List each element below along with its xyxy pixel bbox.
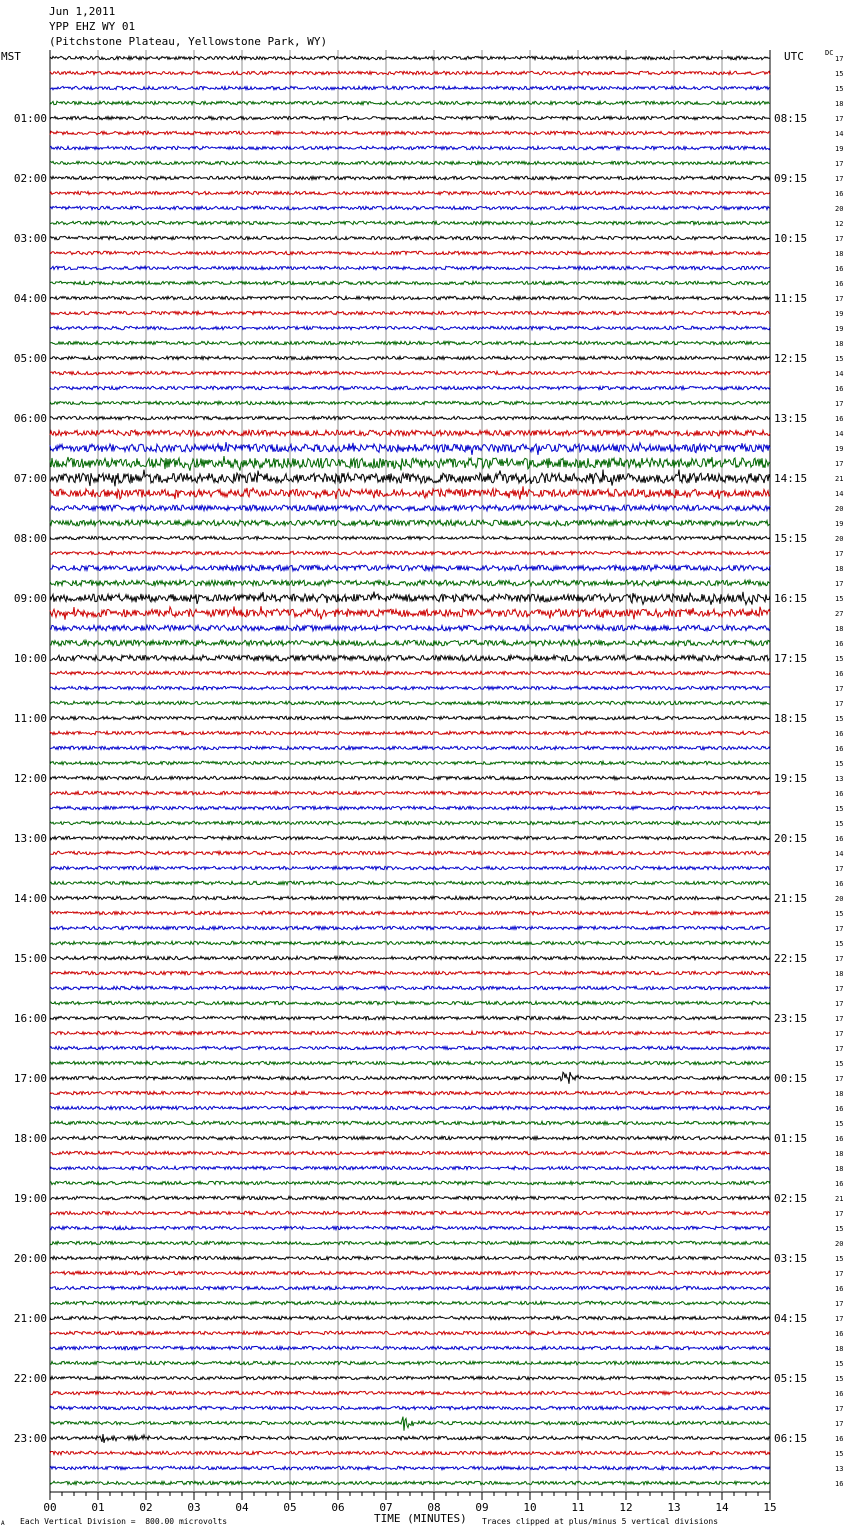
x-tick-label: 14 bbox=[715, 1501, 729, 1514]
corner-mark: A bbox=[1, 1520, 5, 1527]
right-hour-label: 01:15 bbox=[774, 1132, 808, 1145]
dc-offset-label: 15 bbox=[835, 1255, 844, 1263]
dc-offset-label: 15 bbox=[835, 1360, 844, 1368]
dc-offset-label: 17 bbox=[835, 1075, 844, 1083]
dc-offset-label: 18 bbox=[835, 250, 844, 258]
dc-offset-label: 17 bbox=[835, 1420, 844, 1428]
dc-offset-label: 16 bbox=[835, 190, 844, 198]
dc-label: DC bbox=[825, 49, 834, 57]
trace-row bbox=[50, 236, 770, 239]
dc-offset-label: 17 bbox=[835, 865, 844, 873]
dc-offset-label: 18 bbox=[835, 565, 844, 573]
dc-offset-label: 15 bbox=[835, 715, 844, 723]
right-hour-label: 15:15 bbox=[774, 532, 808, 545]
x-tick-label: 07 bbox=[379, 1501, 393, 1514]
dc-offset-label: 20 bbox=[835, 1240, 844, 1248]
trace-row bbox=[50, 470, 770, 487]
trace-row bbox=[50, 866, 770, 869]
trace-row bbox=[50, 1091, 770, 1094]
trace-row bbox=[50, 701, 770, 704]
trace-row bbox=[50, 1226, 770, 1229]
trace-row bbox=[50, 1391, 770, 1394]
left-hour-label: 20:00 bbox=[13, 1252, 47, 1265]
dc-offset-label: 18 bbox=[835, 340, 844, 348]
left-hour-label: 22:00 bbox=[13, 1372, 47, 1385]
trace-row bbox=[50, 442, 770, 455]
dc-offset-label: 18 bbox=[835, 1345, 844, 1353]
trace-row bbox=[50, 1211, 770, 1214]
dc-offset-label: 18 bbox=[835, 970, 844, 978]
x-tick-label: 01 bbox=[91, 1501, 105, 1514]
trace-row bbox=[50, 1331, 770, 1334]
x-axis-title: TIME (MINUTES) bbox=[374, 1512, 467, 1525]
right-hour-label: 00:15 bbox=[774, 1072, 808, 1085]
trace-row bbox=[50, 1417, 770, 1431]
dc-offset-label: 17 bbox=[835, 160, 844, 168]
trace-row bbox=[50, 986, 770, 989]
dc-offset-label: 16 bbox=[835, 415, 844, 423]
trace-row bbox=[50, 1406, 770, 1409]
dc-offset-label: 15 bbox=[835, 805, 844, 813]
dc-offset-label: 17 bbox=[835, 700, 844, 708]
x-tick-label: 13 bbox=[667, 1501, 681, 1514]
dc-offset-label: 16 bbox=[835, 1330, 844, 1338]
station-label: YPP EHZ WY 01 bbox=[49, 20, 136, 33]
dc-offset-label: 15 bbox=[835, 655, 844, 663]
trace-row bbox=[50, 505, 770, 511]
trace-row bbox=[50, 911, 770, 914]
left-hour-label: 17:00 bbox=[13, 1072, 47, 1085]
trace-row bbox=[50, 386, 770, 389]
trace-row bbox=[50, 86, 770, 89]
left-hour-label: 18:00 bbox=[13, 1132, 47, 1145]
right-timezone-label: UTC bbox=[784, 50, 804, 63]
dc-offset-label: 17 bbox=[835, 1000, 844, 1008]
dc-offset-label: 17 bbox=[835, 295, 844, 303]
right-hour-label: 17:15 bbox=[774, 652, 808, 665]
dc-offset-label: 16 bbox=[835, 1135, 844, 1143]
trace-row bbox=[50, 116, 770, 119]
dc-offset-label: 15 bbox=[835, 910, 844, 918]
trace-row bbox=[50, 221, 770, 224]
trace-row bbox=[50, 356, 770, 359]
x-tick-label: 06 bbox=[331, 1501, 345, 1514]
trace-row bbox=[50, 430, 770, 436]
dc-offset-label: 14 bbox=[835, 850, 844, 858]
date-label: Jun 1,2011 bbox=[49, 5, 116, 18]
dc-offset-label: 20 bbox=[835, 535, 844, 543]
dc-offset-label: 16 bbox=[835, 1390, 844, 1398]
dc-offset-label: 15 bbox=[835, 1225, 844, 1233]
dc-offset-label: 15 bbox=[835, 70, 844, 78]
x-tick-label: 10 bbox=[523, 1501, 537, 1514]
left-hour-label: 21:00 bbox=[13, 1312, 47, 1325]
x-tick-label: 04 bbox=[235, 1501, 249, 1514]
trace-row bbox=[50, 191, 770, 194]
dc-offset-label: 16 bbox=[835, 670, 844, 678]
trace-row bbox=[50, 131, 770, 134]
dc-offset-label: 16 bbox=[835, 790, 844, 798]
left-hour-label: 08:00 bbox=[13, 532, 47, 545]
trace-row bbox=[50, 791, 770, 794]
dc-offset-label: 19 bbox=[835, 445, 844, 453]
right-hour-label: 12:15 bbox=[774, 352, 808, 365]
scale-note: Each Vertical Division = 800.00 microvolts bbox=[20, 1517, 228, 1526]
trace-row bbox=[50, 1061, 770, 1064]
dc-offset-label: 13 bbox=[835, 775, 844, 783]
dc-offset-label: 16 bbox=[835, 730, 844, 738]
trace-row bbox=[50, 1151, 770, 1154]
trace-row bbox=[50, 580, 770, 586]
dc-offset-label: 15 bbox=[835, 1375, 844, 1383]
left-hour-label: 14:00 bbox=[13, 892, 47, 905]
dc-offset-label: 17 bbox=[835, 55, 844, 63]
dc-offset-label: 18 bbox=[835, 1165, 844, 1173]
right-hour-label: 08:15 bbox=[774, 112, 808, 125]
trace-row bbox=[50, 1316, 770, 1319]
trace-row bbox=[50, 851, 770, 854]
right-hour-label: 13:15 bbox=[774, 412, 808, 425]
trace-row bbox=[50, 926, 770, 929]
dc-offset-label: 16 bbox=[835, 1285, 844, 1293]
trace-row bbox=[50, 592, 770, 605]
right-hour-label: 20:15 bbox=[774, 832, 808, 845]
dc-offset-label: 16 bbox=[835, 745, 844, 753]
trace-row bbox=[50, 640, 770, 646]
left-hour-label: 23:00 bbox=[13, 1432, 47, 1445]
dc-offset-label: 19 bbox=[835, 325, 844, 333]
trace-row bbox=[50, 281, 770, 284]
trace-row bbox=[50, 606, 770, 620]
trace-row bbox=[50, 1376, 770, 1379]
x-tick-label: 03 bbox=[187, 1501, 201, 1514]
trace-row bbox=[50, 1181, 770, 1184]
dc-offset-label: 17 bbox=[835, 1300, 844, 1308]
dc-offset-label: 18 bbox=[835, 100, 844, 108]
right-hour-label: 14:15 bbox=[774, 472, 808, 485]
left-hour-label: 01:00 bbox=[13, 112, 47, 125]
trace-row bbox=[50, 1434, 770, 1443]
dc-offset-label: 15 bbox=[835, 595, 844, 603]
dc-offset-label: 19 bbox=[835, 520, 844, 528]
left-hour-label: 03:00 bbox=[13, 232, 47, 245]
x-tick-label: 12 bbox=[619, 1501, 633, 1514]
dc-offset-label: 17 bbox=[835, 1015, 844, 1023]
dc-offset-label: 27 bbox=[835, 610, 844, 618]
dc-offset-label: 17 bbox=[835, 235, 844, 243]
dc-offset-label: 17 bbox=[835, 985, 844, 993]
trace-row bbox=[50, 896, 770, 899]
trace-row bbox=[50, 1451, 770, 1454]
dc-offset-label: 17 bbox=[835, 1315, 844, 1323]
trace-row bbox=[50, 746, 770, 749]
dc-offset-label: 16 bbox=[835, 640, 844, 648]
trace-row bbox=[50, 251, 770, 254]
trace-row bbox=[50, 671, 770, 674]
dc-offset-label: 16 bbox=[835, 385, 844, 393]
dc-offset-label: 17 bbox=[835, 1045, 844, 1053]
dc-offset-label: 18 bbox=[835, 1090, 844, 1098]
dc-offset-label: 16 bbox=[835, 1105, 844, 1113]
dc-offset-label: 19 bbox=[835, 145, 844, 153]
x-tick-label: 11 bbox=[571, 1501, 585, 1514]
dc-offset-label: 17 bbox=[835, 460, 844, 468]
trace-row bbox=[50, 520, 770, 526]
dc-offset-label: 15 bbox=[835, 1450, 844, 1458]
dc-offset-label: 18 bbox=[835, 1150, 844, 1158]
dc-offset-label: 17 bbox=[835, 1405, 844, 1413]
right-hour-label: 22:15 bbox=[774, 952, 808, 965]
trace-row bbox=[50, 836, 770, 839]
x-tick-label: 00 bbox=[43, 1501, 57, 1514]
dc-offset-label: 16 bbox=[835, 265, 844, 273]
trace-row bbox=[50, 1196, 770, 1199]
right-hour-label: 05:15 bbox=[774, 1372, 808, 1385]
dc-offset-label: 16 bbox=[835, 1435, 844, 1443]
dc-offset-label: 14 bbox=[835, 430, 844, 438]
trace-row bbox=[50, 716, 770, 719]
left-hour-label: 04:00 bbox=[13, 292, 47, 305]
dc-offset-label: 16 bbox=[835, 835, 844, 843]
trace-row bbox=[50, 176, 770, 179]
trace-row bbox=[50, 486, 770, 499]
dc-offset-label: 17 bbox=[835, 580, 844, 588]
right-hour-label: 19:15 bbox=[774, 772, 808, 785]
left-hour-label: 10:00 bbox=[13, 652, 47, 665]
trace-row bbox=[50, 206, 770, 209]
dc-offset-label: 17 bbox=[835, 1210, 844, 1218]
dc-offset-label: 14 bbox=[835, 370, 844, 378]
dc-offset-label: 16 bbox=[835, 1180, 844, 1188]
left-hour-label: 15:00 bbox=[13, 952, 47, 965]
left-hour-label: 12:00 bbox=[13, 772, 47, 785]
trace-row bbox=[50, 536, 770, 539]
dc-offset-label: 21 bbox=[835, 1195, 844, 1203]
trace-row bbox=[50, 731, 770, 734]
dc-offset-label: 17 bbox=[835, 175, 844, 183]
x-tick-label: 08 bbox=[427, 1501, 441, 1514]
trace-row bbox=[50, 821, 770, 824]
dc-offset-label: 17 bbox=[835, 955, 844, 963]
trace-row bbox=[50, 266, 770, 269]
trace-row bbox=[50, 655, 770, 661]
left-hour-label: 19:00 bbox=[13, 1192, 47, 1205]
dc-offset-label: 15 bbox=[835, 1120, 844, 1128]
dc-offset-label: 17 bbox=[835, 925, 844, 933]
trace-row bbox=[50, 1136, 770, 1139]
dc-offset-label: 20 bbox=[835, 505, 844, 513]
dc-offset-label: 15 bbox=[835, 820, 844, 828]
left-hour-label: 16:00 bbox=[13, 1012, 47, 1025]
trace-row bbox=[50, 1016, 770, 1019]
location-label: (Pitchstone Plateau, Yellowstone Park, WY) bbox=[49, 35, 328, 48]
trace-row bbox=[50, 941, 770, 944]
dc-offset-label: 16 bbox=[835, 1480, 844, 1488]
left-hour-label: 05:00 bbox=[13, 352, 47, 365]
dc-offset-label: 14 bbox=[835, 490, 844, 498]
dc-offset-label: 15 bbox=[835, 940, 844, 948]
left-hour-label: 02:00 bbox=[13, 172, 47, 185]
dc-offset-label: 15 bbox=[835, 1060, 844, 1068]
dc-offset-label: 21 bbox=[835, 475, 844, 483]
trace-row bbox=[50, 1301, 770, 1304]
trace-row bbox=[50, 1046, 770, 1049]
right-hour-label: 16:15 bbox=[774, 592, 808, 605]
right-hour-label: 06:15 bbox=[774, 1432, 808, 1445]
trace-row bbox=[50, 146, 770, 149]
x-tick-label: 09 bbox=[475, 1501, 489, 1514]
trace-row bbox=[50, 1072, 770, 1084]
dc-offset-label: 17 bbox=[835, 115, 844, 123]
trace-row bbox=[50, 416, 770, 419]
right-hour-label: 04:15 bbox=[774, 1312, 808, 1325]
left-timezone-label: MST bbox=[1, 50, 21, 63]
right-hour-label: 18:15 bbox=[774, 712, 808, 725]
trace-row bbox=[50, 1166, 770, 1169]
right-hour-label: 03:15 bbox=[774, 1252, 808, 1265]
trace-row bbox=[50, 371, 770, 374]
dc-offset-label: 14 bbox=[835, 130, 844, 138]
trace-row bbox=[50, 776, 770, 779]
trace-row bbox=[50, 456, 770, 471]
trace-row bbox=[50, 686, 770, 689]
left-hour-label: 09:00 bbox=[13, 592, 47, 605]
trace-row bbox=[50, 101, 770, 104]
left-hour-label: 07:00 bbox=[13, 472, 47, 485]
dc-offset-label: 18 bbox=[835, 625, 844, 633]
dc-offset-label: 12 bbox=[835, 220, 844, 228]
trace-row bbox=[50, 1346, 770, 1349]
right-hour-label: 21:15 bbox=[774, 892, 808, 905]
dc-offset-label: 15 bbox=[835, 760, 844, 768]
trace-row bbox=[50, 1241, 770, 1244]
x-tick-label: 05 bbox=[283, 1501, 297, 1514]
trace-row bbox=[50, 311, 770, 314]
right-hour-label: 11:15 bbox=[774, 292, 808, 305]
trace-row bbox=[50, 326, 770, 329]
trace-row bbox=[50, 1106, 770, 1109]
trace-row bbox=[50, 341, 770, 344]
dc-offset-label: 13 bbox=[835, 1465, 844, 1473]
trace-row bbox=[50, 1121, 770, 1124]
trace-row bbox=[50, 1481, 770, 1484]
dc-offset-label: 17 bbox=[835, 685, 844, 693]
dc-offset-label: 17 bbox=[835, 400, 844, 408]
clip-note: Traces clipped at plus/minus 5 vertical divisions bbox=[482, 1517, 719, 1526]
dc-offset-label: 19 bbox=[835, 310, 844, 318]
trace-row bbox=[50, 56, 770, 59]
left-hour-label: 06:00 bbox=[13, 412, 47, 425]
trace-row bbox=[50, 1466, 770, 1469]
right-hour-label: 09:15 bbox=[774, 172, 808, 185]
trace-row bbox=[50, 1361, 770, 1364]
trace-row bbox=[50, 761, 770, 764]
trace-row bbox=[50, 565, 770, 571]
dc-offset-label: 20 bbox=[835, 205, 844, 213]
trace-row bbox=[50, 1286, 770, 1289]
trace-row bbox=[50, 1031, 770, 1034]
right-hour-label: 02:15 bbox=[774, 1192, 808, 1205]
trace-row bbox=[50, 161, 770, 164]
right-hour-label: 23:15 bbox=[774, 1012, 808, 1025]
dc-offset-label: 16 bbox=[835, 880, 844, 888]
dc-offset-label: 17 bbox=[835, 1270, 844, 1278]
trace-row bbox=[50, 1256, 770, 1259]
dc-offset-label: 17 bbox=[835, 550, 844, 558]
dc-offset-label: 15 bbox=[835, 85, 844, 93]
dc-offset-label: 17 bbox=[835, 1030, 844, 1038]
trace-row bbox=[50, 401, 770, 404]
trace-row bbox=[50, 1271, 770, 1274]
trace-row bbox=[50, 71, 770, 74]
trace-row bbox=[50, 971, 770, 974]
trace-row bbox=[50, 806, 770, 809]
left-hour-label: 11:00 bbox=[13, 712, 47, 725]
right-hour-label: 10:15 bbox=[774, 232, 808, 245]
trace-row bbox=[50, 1001, 770, 1004]
trace-row bbox=[50, 881, 770, 884]
trace-row bbox=[50, 296, 770, 299]
trace-row bbox=[50, 551, 770, 554]
trace-row bbox=[50, 956, 770, 959]
dc-offset-label: 20 bbox=[835, 895, 844, 903]
x-tick-label: 15 bbox=[763, 1501, 777, 1514]
dc-offset-label: 15 bbox=[835, 355, 844, 363]
left-hour-label: 13:00 bbox=[13, 832, 47, 845]
dc-offset-label: 16 bbox=[835, 280, 844, 288]
trace-row bbox=[50, 625, 770, 631]
x-tick-label: 02 bbox=[139, 1501, 153, 1514]
